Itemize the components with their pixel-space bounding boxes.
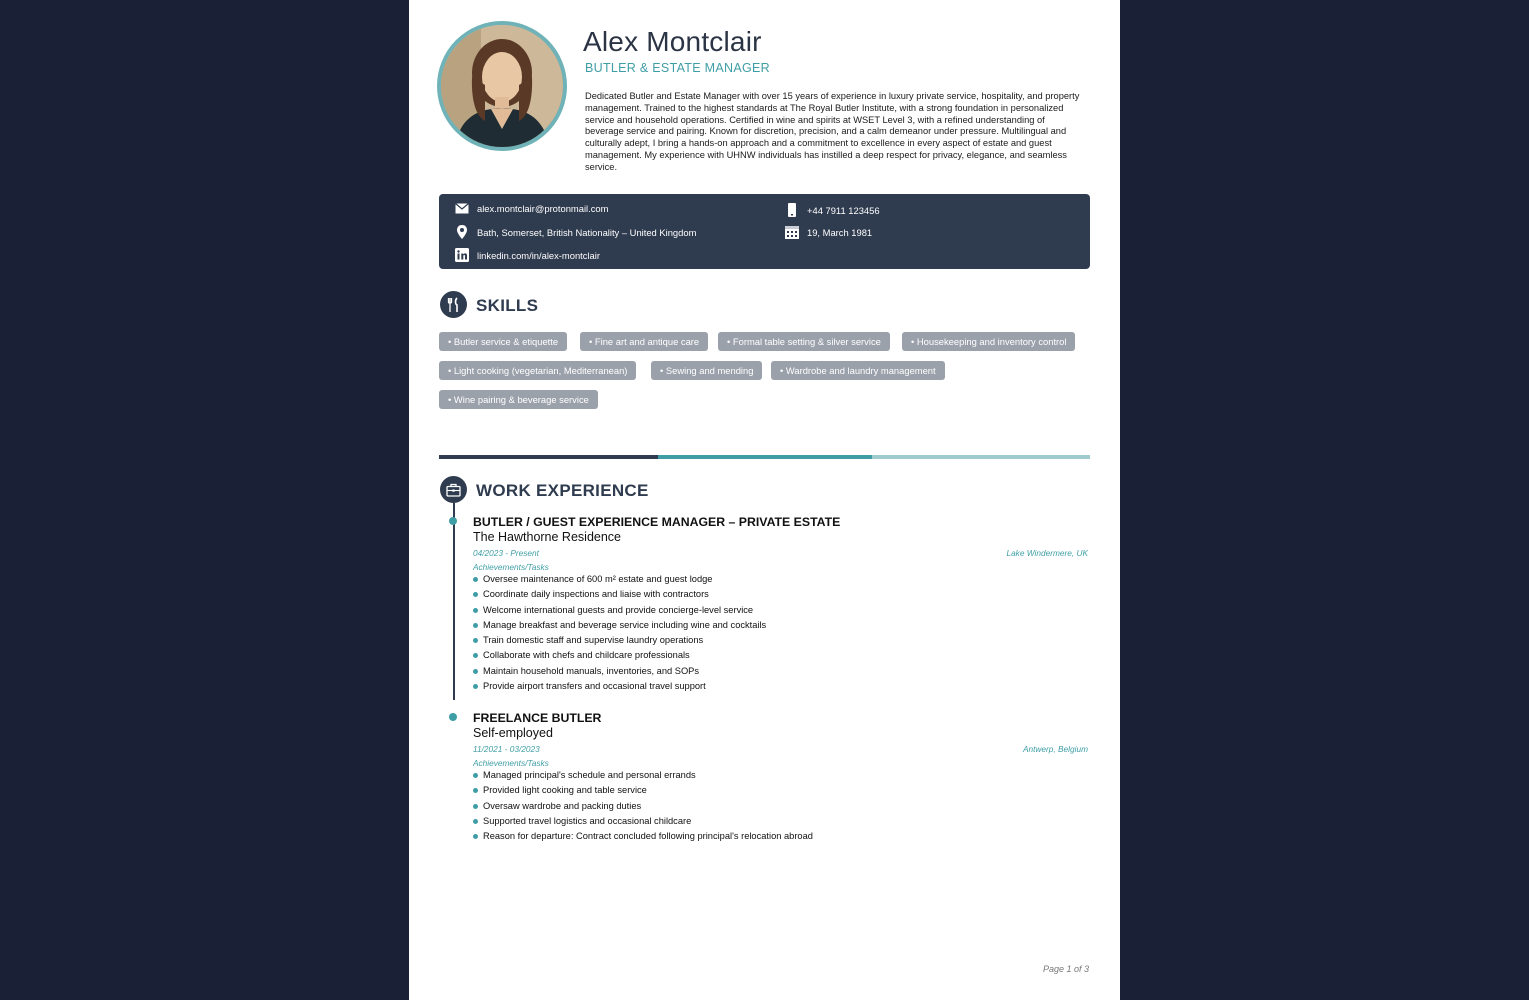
skill-chip: • Wine pairing & beverage service xyxy=(439,390,598,409)
skill-chip: • Butler service & etiquette xyxy=(439,332,567,351)
divider-segment xyxy=(658,455,872,459)
timeline-dot xyxy=(449,713,457,721)
contact-panel xyxy=(439,194,1090,269)
skill-chip: • Fine art and antique care xyxy=(580,332,708,351)
job-subheading: Achievements/Tasks xyxy=(473,562,549,572)
candidate-role: BUTLER & ESTATE MANAGER xyxy=(585,61,770,75)
phone-icon xyxy=(785,203,799,217)
job-dates: 04/2023 - Present xyxy=(473,548,539,558)
list-item: Oversaw wardrobe and packing duties xyxy=(473,799,813,814)
skill-chip: • Light cooking (vegetarian, Mediterranean) xyxy=(439,361,636,380)
divider-segment xyxy=(439,455,658,459)
location-text: Bath, Somerset, British Nationality – United Kingdom xyxy=(477,226,697,238)
job-title: FREELANCE BUTLER xyxy=(473,711,602,725)
list-item: Coordinate daily inspections and liaise with contractors xyxy=(473,587,766,602)
linkedin-text: linkedin.com/in/alex-montclair xyxy=(477,249,600,261)
profile-photo xyxy=(437,21,567,151)
page-number: Page 1 of 3 xyxy=(1042,964,1089,974)
list-item: Managed principal's schedule and personal errands xyxy=(473,768,813,783)
list-item: Oversee maintenance of 600 m² estate and guest lodge xyxy=(473,572,766,587)
job-task-list xyxy=(473,768,813,844)
job-dates: 11/2021 - 03/2023 xyxy=(473,744,540,754)
skill-chip: • Wardrobe and laundry management xyxy=(771,361,945,380)
job-task-list xyxy=(473,572,766,694)
job-location: Lake Windermere, UK xyxy=(1006,548,1088,558)
map-pin-icon xyxy=(455,225,469,239)
list-item: Train domestic staff and supervise laundry operations xyxy=(473,633,766,648)
calendar-icon xyxy=(785,225,799,239)
skills-heading: SKILLS xyxy=(476,296,539,315)
resume-page xyxy=(409,0,1120,1000)
contact-birthdate xyxy=(785,225,872,239)
section-divider xyxy=(439,455,1090,459)
list-item: Provided light cooking and table service xyxy=(473,783,813,798)
skill-chip: • Housekeeping and inventory control xyxy=(902,332,1075,351)
contact-location xyxy=(455,225,696,239)
utensils-icon xyxy=(440,291,467,318)
list-item: Provide airport transfers and occasional travel support xyxy=(473,679,766,694)
linkedin-icon xyxy=(455,248,469,262)
skill-chip: • Sewing and mending xyxy=(651,361,762,380)
list-item: Maintain household manuals, inventories, and SOPs xyxy=(473,664,766,679)
divider-segment xyxy=(872,455,1090,459)
email-text: alex.montclair@protonmail.com xyxy=(477,203,609,214)
birthdate-text: 19, March 1981 xyxy=(807,226,873,238)
list-item: Manage breakfast and beverage service including wine and cocktails xyxy=(473,618,766,633)
job-subheading: Achievements/Tasks xyxy=(473,758,549,768)
job-location: Antwerp, Belgium xyxy=(1022,744,1088,754)
job-company: Self-employed xyxy=(473,726,553,740)
list-item: Welcome international guests and provide concierge-level service xyxy=(473,603,766,618)
list-item: Collaborate with chefs and childcare professionals xyxy=(473,648,766,663)
skill-chip: • Formal table setting & silver service xyxy=(718,332,890,351)
contact-phone[interactable] xyxy=(785,203,880,217)
profile-summary: Dedicated Butler and Estate Manager with over 15 years of experience in luxury private service, hospitality, and property management. Trained to the highest standards at The Royal Butler Institute, with a strong foundation in personalized service and household operations. Certified in wine and spirits at WSET Level 3, with a refined understanding of beverage service and pairing. Known for discretion, precision, and a calm demeanor under pressure. Multilingual and culturally adept, I bring a hands-on approach and a commitment to excellence in every aspect of estate and guest management. My experience with UHNW individuals has instilled a deep respect for privacy, elegance, and seamless service. xyxy=(585,91,1080,172)
phone-text: +44 7911 123456 xyxy=(807,204,880,216)
experience-heading: WORK EXPERIENCE xyxy=(476,481,649,500)
candidate-name: Alex Montclair xyxy=(583,26,762,57)
list-item: Supported travel logistics and occasional childcare xyxy=(473,814,813,829)
timeline-dot xyxy=(449,517,457,525)
contact-email[interactable] xyxy=(455,203,608,214)
list-item: Reason for departure: Contract concluded following principal's relocation abroad xyxy=(473,829,813,844)
contact-linkedin[interactable] xyxy=(455,248,600,262)
envelope-icon xyxy=(455,203,469,214)
experience-timeline xyxy=(453,503,455,700)
job-company: The Hawthorne Residence xyxy=(473,530,621,544)
job-title: BUTLER / GUEST EXPERIENCE MANAGER – PRIVATE ESTATE xyxy=(473,515,841,529)
briefcase-icon xyxy=(440,476,467,503)
